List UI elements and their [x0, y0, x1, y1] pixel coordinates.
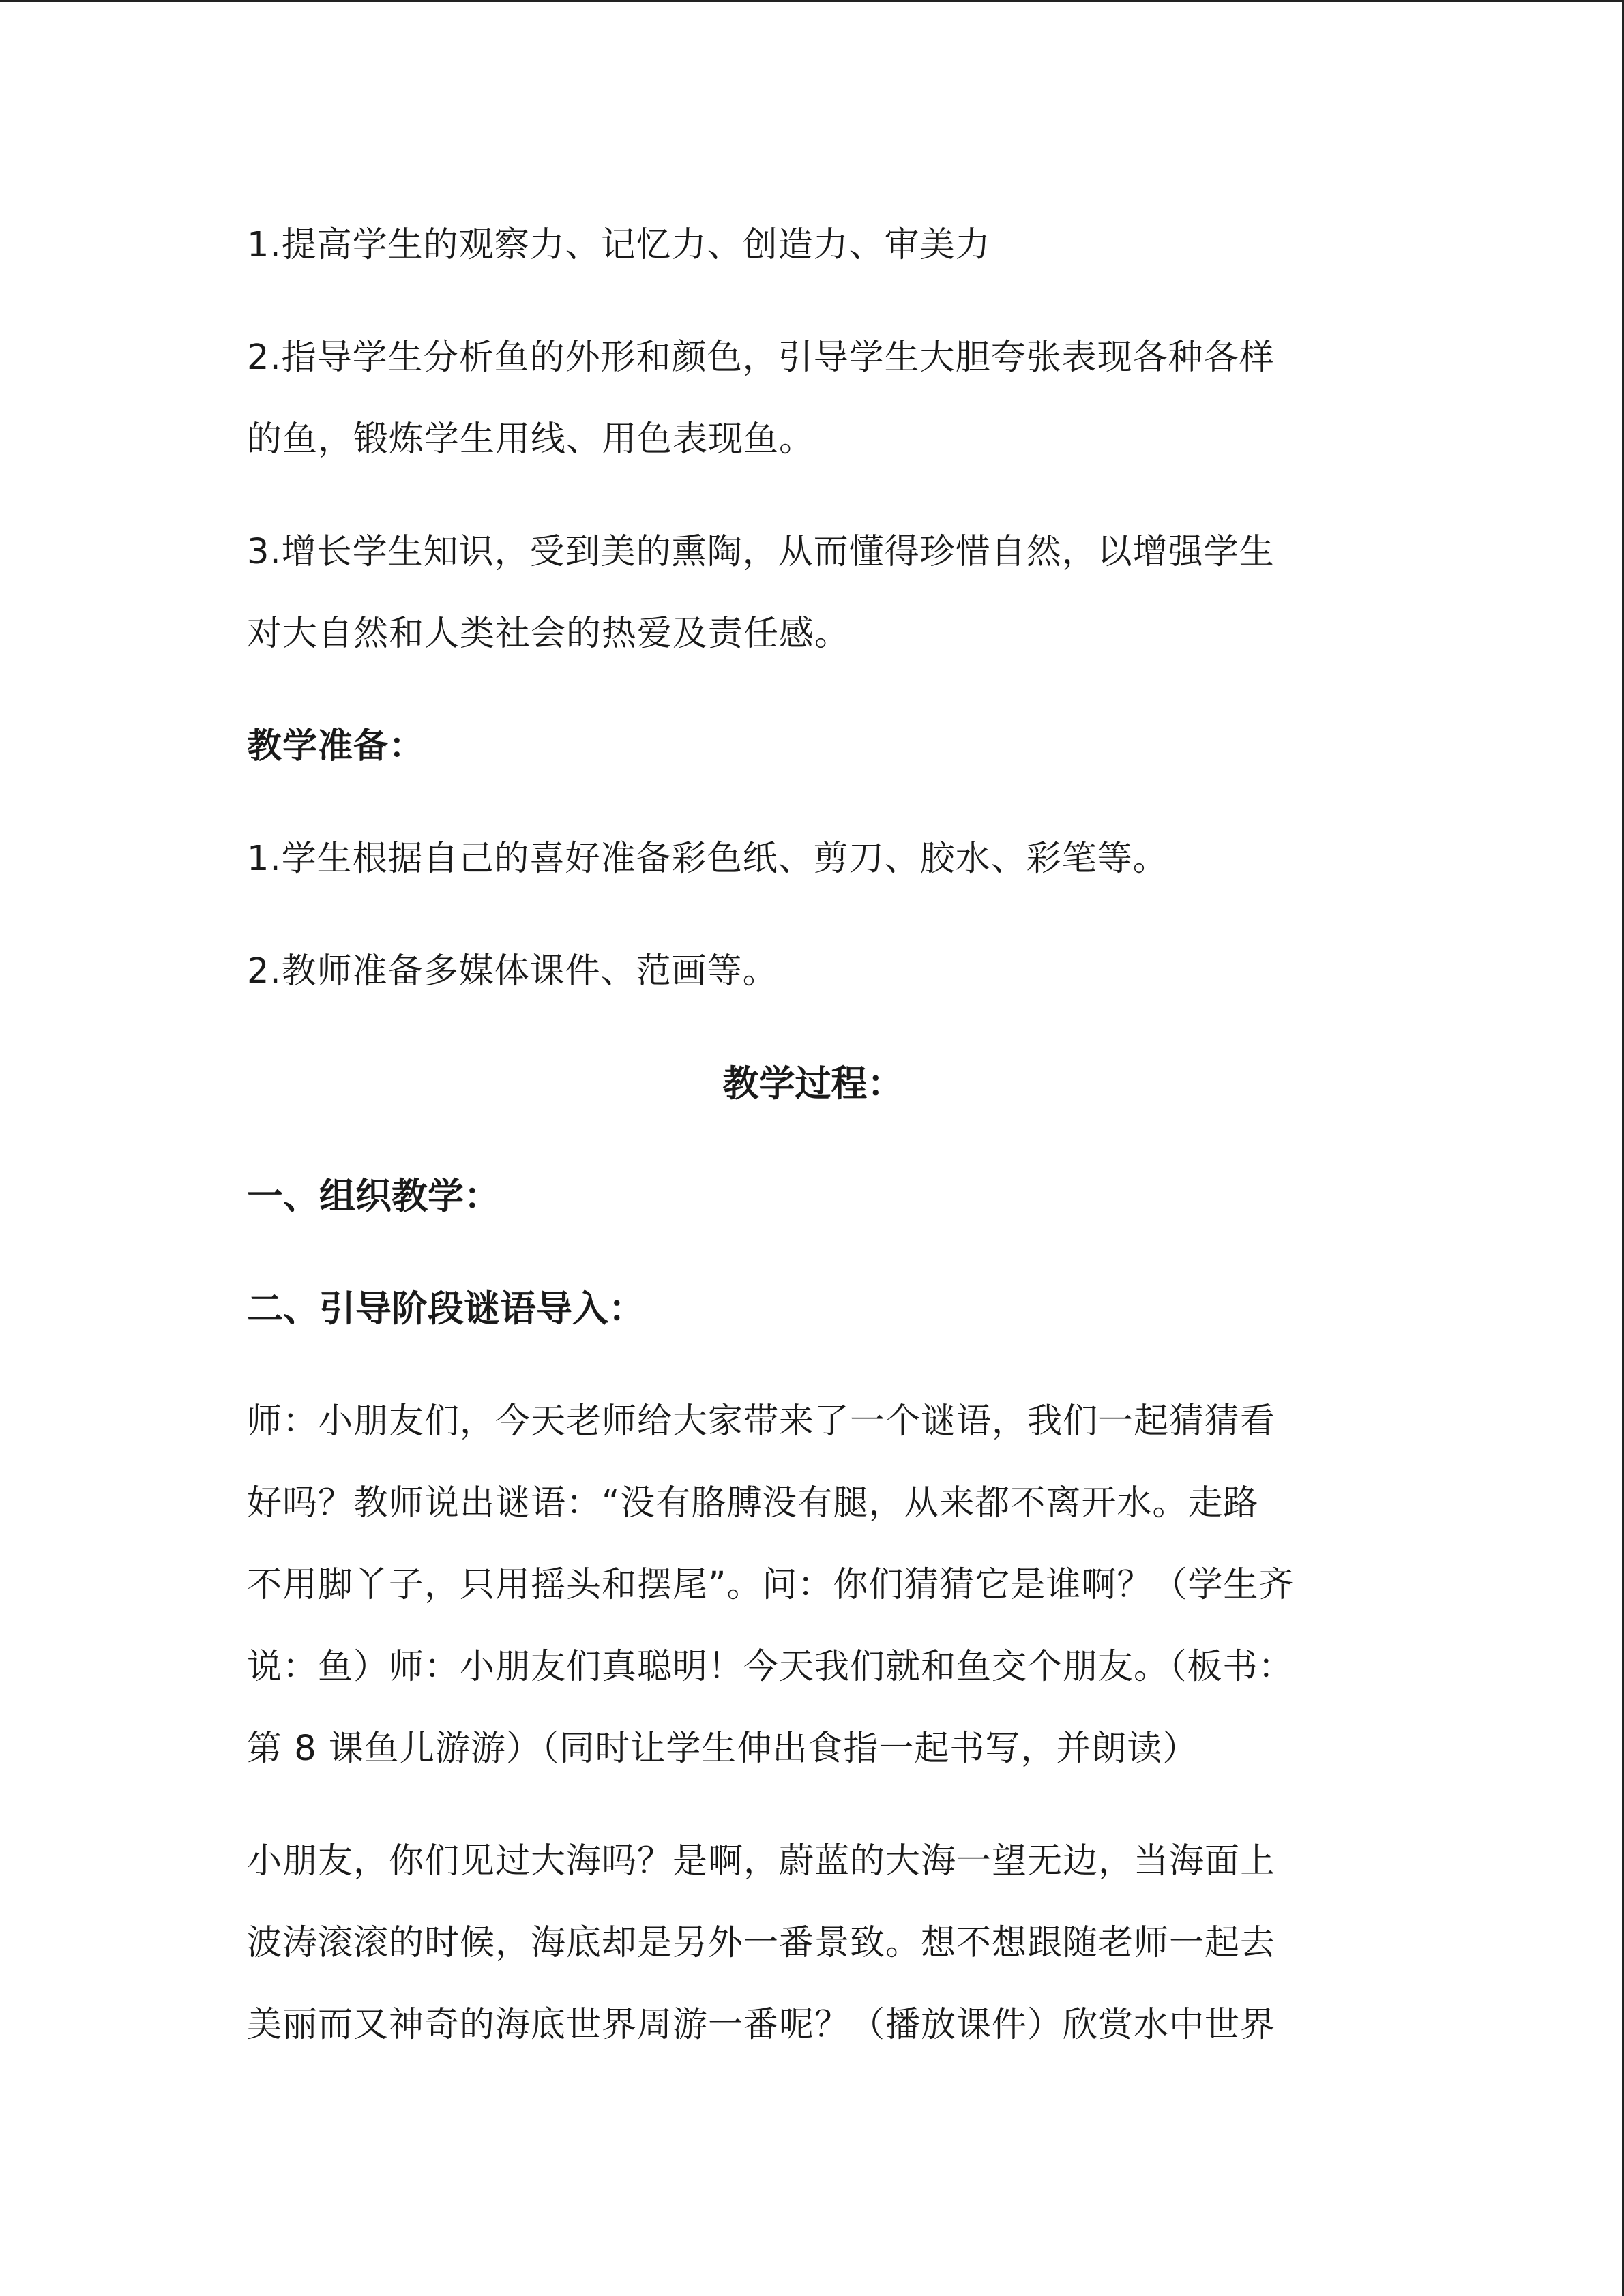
riddle-line-3: 不用脚丫子，只用摇头和摆尾”。问：你们猜猜它是谁啊？（学生齐 — [247, 1565, 1295, 1605]
objective-1 — [247, 205, 1379, 286]
objective-2 — [247, 317, 1379, 481]
objective-3-line-2: 对大自然和人类社会的热爱及责任感。 — [247, 614, 851, 654]
ocean-paragraph — [247, 1821, 1379, 2066]
preparation-item-2 — [247, 931, 1379, 1013]
section-2-heading: 二、引导阶段谜语导入： — [247, 1288, 645, 1330]
preparation-heading-text: 教学准备： — [247, 726, 425, 766]
ocean-line-3: 美丽而又神奇的海底世界周游一番呢？（播放课件）欣赏水中世界 — [247, 2005, 1276, 2045]
objective-3-line-1: 3.增长学生知识，受到美的熏陶，从而懂得珍惜自然，以增强学生 — [247, 532, 1275, 572]
objective-2-line-2: 的鱼，锻炼学生用线、用色表现鱼。 — [247, 419, 815, 460]
preparation-heading — [247, 706, 1379, 788]
ocean-line-1: 小朋友，你们见过大海吗？是啊，蔚蓝的大海一望无边，当海面上 — [247, 1841, 1276, 1881]
riddle-paragraph — [247, 1381, 1379, 1790]
document-body — [247, 205, 1379, 2097]
riddle-line-4: 说：鱼）师：小朋友们真聪明！今天我们就和鱼交个朋友。（板书： — [247, 1647, 1294, 1687]
preparation-item-1-text: 1.学生根据自己的喜好准备彩色纸、剪刀、胶水、彩笔等。 — [247, 839, 1168, 879]
objective-2-line-1: 2.指导学生分析鱼的外形和颜色，引导学生大胆夸张表现各种各样 — [247, 338, 1275, 378]
page-border-top — [0, 0, 1624, 2]
riddle-line-5: 第 8 课鱼儿游游）（同时让学生伸出食指一起书写，并朗读） — [247, 1729, 1198, 1769]
riddle-line-2: 好吗？教师说出谜语：“没有胳膊没有腿，从来都不离开水。走路 — [247, 1483, 1259, 1523]
preparation-item-1 — [247, 818, 1379, 900]
objective-1-line-1: 1.提高学生的观察力、记忆力、创造力、审美力 — [247, 225, 991, 265]
ocean-line-2: 波涛滚滚的时候，海底却是另外一番景致。想不想跟随老师一起去 — [247, 1923, 1276, 1963]
process-heading: 教学过程： — [722, 1063, 904, 1105]
section-1-heading: 一、组织教学： — [247, 1176, 500, 1217]
preparation-item-2-text: 2.教师准备多媒体课件、范画等。 — [247, 951, 778, 992]
riddle-line-1: 师：小朋友们，今天老师给大家带来了一个谜语，我们一起猜猜看 — [247, 1401, 1276, 1442]
objective-3 — [247, 511, 1379, 675]
